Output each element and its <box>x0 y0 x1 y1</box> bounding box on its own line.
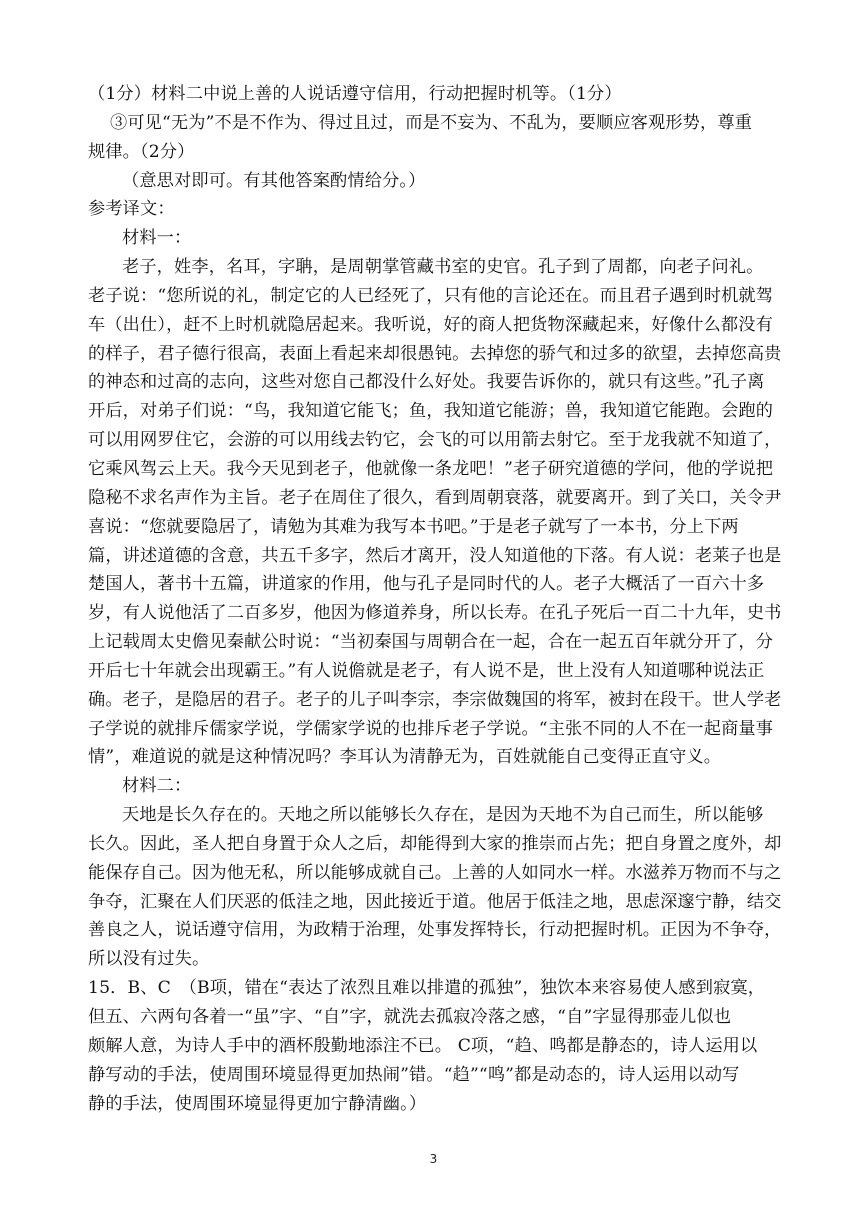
text-line: （意思对即可。有其他答案酌情给分。） <box>122 170 426 191</box>
text-line: 上记载周太史儋见秦献公时说：“当初秦国与周朝合在一起，合在一起五百年就分开了，分 <box>88 632 774 653</box>
text-line: 楚国人，著书十五篇，讲道家的作用，他与孔子是同时代的人。老子大概活了一百六十多 <box>88 574 765 595</box>
text-line: 岁，有人说他活了二百多岁，他因为修道养身，所以长寿。在孔子死后一百二十九年，史书 <box>88 603 782 624</box>
text-line: 长久。因此，圣人把自身置于众人之后，却能得到大家的推崇而占先；把自身置之度外，却 <box>88 833 782 854</box>
text-line: 它乘风驾云上天。我今天见到老子，他就像一条龙吧！”老子研究道德的学问，他的学说把 <box>88 458 774 479</box>
text-line: 车（出仕），赶不上时机就隐居起来。我听说，好的商人把货物深藏起来，好像什么都没有 <box>88 314 773 335</box>
text-line: ③可见“无为”不是不作为、得过且过，而是不妄为、不乱为，要顺应客观形势，尊重 <box>110 112 753 133</box>
text-line: 善良之人，说话遵守信用，为政精于治理，处事发挥特长，行动把握时机。正因为不争夺， <box>88 920 782 941</box>
text-line: 颇解人意，为诗人手中的酒杯殷勤地添注不已。 C项，“趋、鸣都是静态的，诗人运用以 <box>88 1035 758 1056</box>
text-line: 隐秘不求名声作为主旨。老子在周住了很久，看到周朝衰落，就要离开。到了关口，关令尹 <box>88 487 782 508</box>
text-line: 规律。（2分） <box>88 141 195 162</box>
text-line: 的样子，君子德行很高，表面上看起来却很愚钝。去掉您的骄气和过多的欲望，去掉您高贵 <box>88 343 782 364</box>
text-line: 开后七十年就会出现霸王。”有人说儋就是老子，有人说不是，世上没有人知道哪种说法正 <box>88 660 765 681</box>
text-line: 篇，讲述道德的含意，共五千多字，然后才离开，没人知道他的下落。有人说：老莱子也是 <box>88 545 782 566</box>
subsection-heading: 材料二： <box>122 776 192 797</box>
text-line: （1分）材料二中说上善的人说话遵守信用，行动把握时机等。（1分） <box>88 84 622 104</box>
text-line: 静写动的手法，使周围环境显得更加热闹”错。“趋”“鸣”都是动态的，诗人运用以动写 <box>88 1064 740 1085</box>
text-line: 所以没有过失。 <box>88 949 210 970</box>
text-line: 老子，姓李，名耳，字聃，是周朝掌管藏书室的史官。孔子到了周都，向老子问礼。 <box>122 257 764 278</box>
text-line: 可以用网罗住它，会游的可以用线去钓它，会飞的可以用箭去射它。至于龙我就不知道了， <box>88 430 782 451</box>
text-line: 天地是长久存在的。天地之所以能够长久存在，是因为天地不为自己而生，所以能够 <box>122 805 764 826</box>
text-line: 静的手法，使周围环境显得更加宁静清幽。） <box>88 1093 427 1114</box>
text-line: 能保存自己。因为他无私，所以能够成就自己。上善的人如同水一样。水滋养万物而不与之 <box>88 862 782 883</box>
subsection-heading: 材料一： <box>122 228 192 249</box>
text-line: 争夺，汇聚在人们厌恶的低洼之地，因此接近于道。他居于低洼之地，思虑深邃宁静，结交 <box>88 891 782 912</box>
document-body <box>88 80 786 1118</box>
page-number: 3 <box>429 1152 438 1166</box>
section-heading: 参考译文： <box>88 199 175 220</box>
text-line: 老子说：“您所说的礼，制定它的人已经死了，只有他的言论还在。而且君子遇到时机就驾 <box>88 285 774 306</box>
text-line: 情”，难道说的就是这种情况吗？李耳认为清静无为，百姓就能自己变得正直守义。 <box>88 747 722 768</box>
question-answer-line: 15．B、C （B项，错在“表达了浓烈且难以排遣的孤独”，独饮本来容易使人感到寂寞， <box>88 978 766 999</box>
text-line: 喜说：“您就要隐居了，请勉为其难为我写本书吧。”于是老子就写了一本书，分上下两 <box>88 516 739 537</box>
text-line: 子学说的就排斥儒家学说，学儒家学说的也排斥老子学说。“主张不同的人不在一起商量事 <box>88 718 774 739</box>
text-line: 开后，对弟子们说：“鸟，我知道它能飞；鱼，我知道它能游；兽，我知道它能跑。会跑的 <box>88 401 774 422</box>
text-line: 的神态和过高的志向，这些对您自己都没什么好处。我要告诉你的，就只有这些。”孔子离 <box>88 372 765 393</box>
text-line: 确。老子，是隐居的君子。老子的儿子叫李宗，李宗做魏国的将军，被封在段干。世人学老 <box>88 689 782 710</box>
text-line: 但五、六两句各着一“虽”字、“自”字，就洗去孤寂冷落之感，“自”字显得那壶儿似也 <box>88 1007 732 1027</box>
